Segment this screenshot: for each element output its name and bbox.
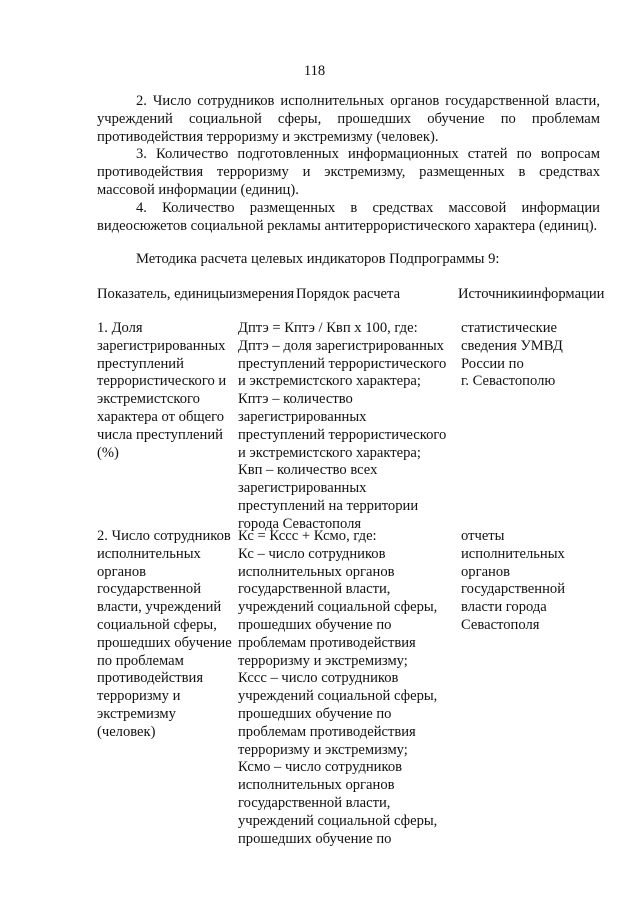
row-1-indicator: [97, 320, 226, 462]
text-line: и экстремистского характера;: [238, 444, 421, 461]
text-line: статистические: [461, 320, 558, 336]
page-number: 118: [303, 63, 326, 79]
methodology-heading: Методика расчета целевых индикаторов Подпрограммы 9:: [136, 251, 500, 267]
text-line: преступлений террористического: [238, 355, 447, 372]
text-line: по проблемам: [97, 652, 184, 669]
text-line: 2. Число сотрудников: [97, 528, 231, 544]
text-line: прошедших обучение: [97, 634, 232, 651]
text-line: города Севастополя: [238, 515, 362, 532]
text-line: терроризму и: [97, 688, 181, 705]
paragraph-indicator-3: 3. Количество подготовленных информационных статей по вопросам противодействия терроризму и экстремизму, размещенных в средствах массовой информации (единиц).: [97, 146, 600, 198]
text-line: характера от общего: [97, 408, 225, 425]
text-line: прошедших обучение по: [238, 616, 392, 633]
text-line: Показатель, единицы: [97, 286, 229, 302]
text-line: Кптэ – количество: [238, 391, 353, 408]
text-line: государственной власти,: [238, 581, 391, 598]
text-line: измерения: [228, 286, 295, 302]
text-line: власти города: [461, 599, 547, 616]
text-line: зарегистрированных: [238, 480, 367, 497]
text-line: России по: [461, 355, 524, 372]
text-line: органов: [461, 563, 511, 580]
text-line: власти, учреждений: [97, 599, 222, 616]
text-line: информации: [525, 286, 605, 302]
text-line: исполнительных: [461, 545, 565, 562]
text-line: терроризму и экстремизму;: [238, 652, 408, 669]
row-2-indicator: [97, 528, 232, 742]
text-line: противодействия: [97, 670, 204, 687]
text-line: (человек): [97, 723, 156, 740]
text-line: Кс = Кссс + Ксмо, где:: [238, 528, 377, 544]
text-line: Дптэ = Кптэ / Квп х 100, где:: [238, 320, 418, 336]
header-indicator: [97, 286, 295, 304]
text-line: преступлений террористического: [238, 426, 447, 443]
text-line: Квп – количество всех: [238, 462, 378, 479]
header-calculation: [238, 286, 458, 304]
row-1-calculation: [238, 320, 446, 534]
text-line: Ксмо – число сотрудников: [238, 759, 403, 776]
text-line: учреждений социальной сферы,: [238, 688, 438, 705]
text-line: зарегистрированных: [97, 337, 226, 354]
text-line: исполнительных: [97, 545, 201, 562]
text-line: терроризму и экстремизму;: [238, 741, 408, 758]
text-line: зарегистрированных: [238, 408, 367, 425]
body-text: [97, 93, 600, 235]
text-line: государственной власти,: [238, 794, 391, 811]
text-line: исполнительных органов: [238, 777, 395, 794]
row-2-calculation: [238, 528, 437, 848]
text-line: 1. Доля: [97, 320, 143, 336]
text-line: органов: [97, 563, 147, 580]
text-line: Кссс – число сотрудников: [238, 670, 399, 687]
text-line: сведения УМВД: [461, 337, 563, 354]
text-line: Кс – число сотрудников: [238, 545, 386, 562]
header-source: [458, 286, 605, 304]
text-line: проблемам противодействия: [238, 723, 416, 740]
text-line: Дптэ – доля зарегистрированных: [238, 337, 444, 354]
text-line: террористического и: [97, 373, 227, 390]
text-line: Порядок расчета: [295, 286, 401, 302]
text-line: (%): [97, 444, 119, 461]
text-line: социальной сферы,: [97, 616, 217, 633]
text-line: преступлений: [97, 355, 184, 372]
row-2-source: [461, 528, 565, 635]
text-line: проблемам противодействия: [238, 634, 416, 651]
row-1-source: [461, 320, 563, 391]
text-line: экстремистского: [97, 391, 200, 408]
text-line: государственной: [97, 581, 202, 598]
text-line: отчеты: [461, 528, 505, 544]
text-line: числа преступлений: [97, 426, 223, 443]
text-line: экстремизму: [97, 705, 176, 722]
text-line: государственной: [461, 581, 566, 598]
text-line: Севастополя: [461, 616, 540, 633]
text-line: учреждений социальной сферы,: [238, 599, 438, 616]
text-line: исполнительных органов: [238, 563, 395, 580]
text-line: учреждений социальной сферы,: [238, 812, 438, 829]
text-line: г. Севастополю: [461, 373, 556, 390]
text-line: прошедших обучение по: [238, 830, 392, 847]
text-line: преступлений на территории: [238, 497, 419, 514]
text-line: Источники: [458, 286, 526, 302]
text-line: и экстремистского характера;: [238, 373, 421, 390]
paragraph-indicator-4: 4. Количество размещенных в средствах массовой информации видеосюжетов социальной рекламы антитеррористического характера (единиц).: [97, 199, 600, 234]
text-line: прошедших обучение по: [238, 705, 392, 722]
paragraph-indicator-2: 2. Число сотрудников исполнительных органов государственной власти, учреждений социальной сферы, прошедших обучение по проблемам противодействия терроризму и экстремизму (человек).: [97, 93, 600, 145]
